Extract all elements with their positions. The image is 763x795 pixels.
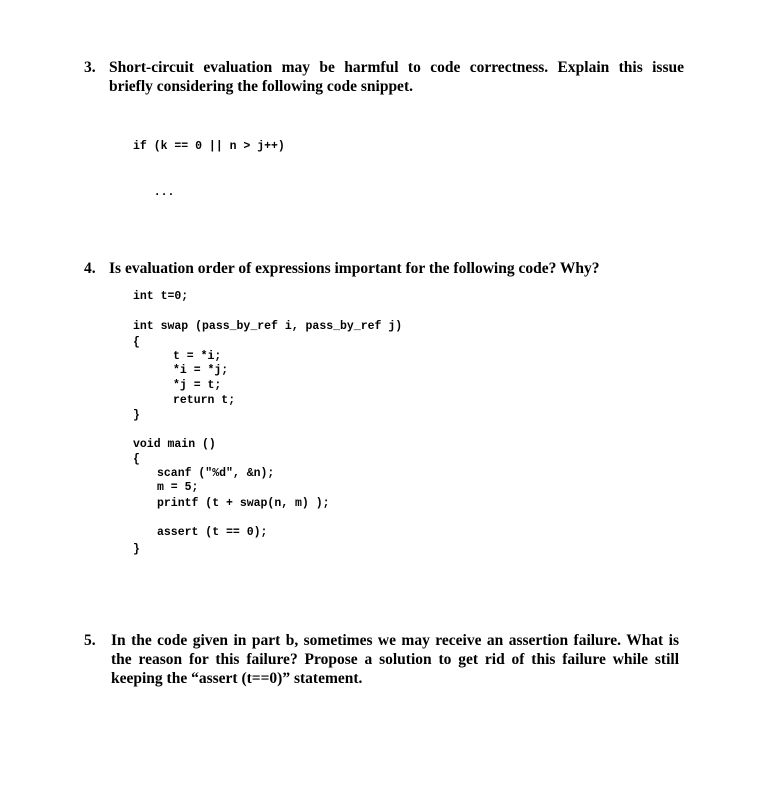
code-line: int t=0; xyxy=(133,290,189,303)
code-line: *j = t; xyxy=(173,379,222,392)
code-line: if (k == 0 || n > j++) xyxy=(133,140,285,153)
code-line: ... xyxy=(133,186,175,199)
code-line: *i = *j; xyxy=(173,364,229,377)
question-3 xyxy=(84,58,684,98)
code-line: void main () xyxy=(133,438,216,451)
question-3-text xyxy=(109,58,684,96)
question-5-line-3: keeping the “assert (t==0)” statement. xyxy=(111,670,363,687)
question-4-line-1: Is evaluation order of expressions important for the following code? Why? xyxy=(109,260,600,277)
question-5-text xyxy=(111,631,679,688)
question-4-text xyxy=(109,259,684,278)
question-5 xyxy=(84,631,684,691)
question-5-line-2: the reason for this failure? Propose a solution to get rid of this failure while still xyxy=(111,651,679,668)
question-4 xyxy=(84,259,684,279)
question-4-number: 4. xyxy=(84,260,96,277)
question-3-code xyxy=(133,112,285,214)
code-line: } xyxy=(133,543,140,556)
question-5-number: 5. xyxy=(84,632,96,649)
question-3-number: 3. xyxy=(84,59,96,76)
question-5-line-1: In the code given in part b, sometimes we may receive an assertion failure. What is xyxy=(111,632,679,649)
code-line: { xyxy=(133,453,140,466)
code-line: t = *i; xyxy=(173,350,222,363)
code-line: m = 5; xyxy=(157,481,199,494)
code-line: scanf ("%d", &n); xyxy=(157,467,275,480)
code-line: } xyxy=(133,409,140,422)
question-3-line-2: briefly considering the following code snippet. xyxy=(109,78,413,95)
code-line: printf (t + swap(n, m) ); xyxy=(157,497,330,510)
code-line: assert (t == 0); xyxy=(157,526,268,539)
question-3-line-1: Short-circuit evaluation may be harmful to code correctness. Explain this issue xyxy=(109,59,684,76)
code-line: { xyxy=(133,336,140,349)
code-line: return t; xyxy=(173,394,236,407)
code-line: int swap (pass_by_ref i, pass_by_ref j) xyxy=(133,320,403,333)
